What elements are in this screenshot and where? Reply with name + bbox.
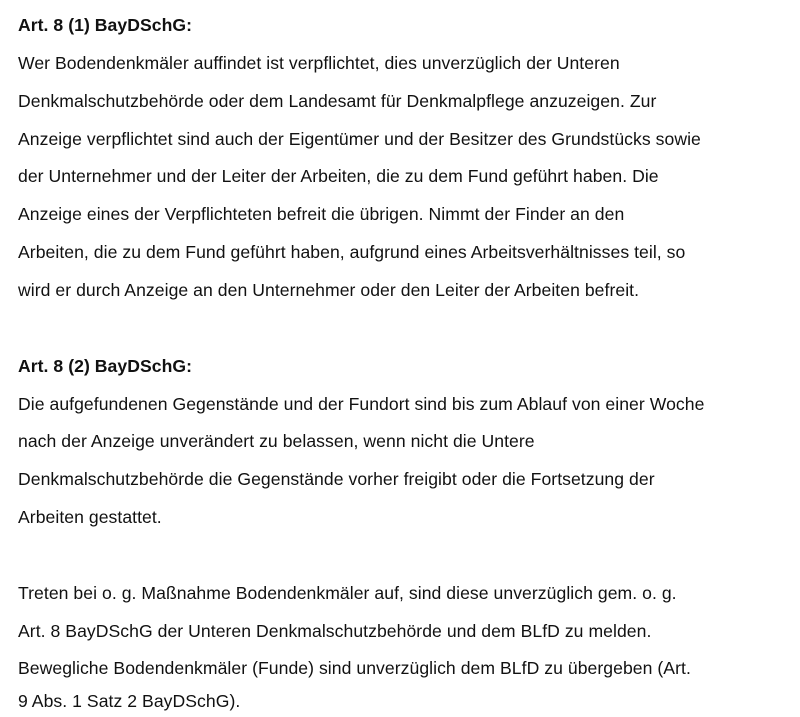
- paragraph-line: der Unternehmer und der Leiter der Arbeiten, die zu dem Fund geführt haben. Die: [18, 166, 659, 186]
- paragraph-line: Art. 8 BayDSchG der Unteren Denkmalschutzbehörde und dem BLfD zu melden.: [18, 621, 652, 641]
- paragraph-line: Denkmalschutzbehörde oder dem Landesamt für Denkmalpflege anzuzeigen. Zur: [18, 91, 657, 111]
- section-heading: Art. 8 (1) BayDSchG:: [18, 15, 193, 35]
- paragraph-line: Anzeige verpflichtet sind auch der Eigentümer und der Besitzer des Grundstücks sowie: [18, 129, 701, 149]
- paragraph-line: Denkmalschutzbehörde die Gegenstände vorher freigibt oder die Fortsetzung der: [18, 469, 655, 489]
- paragraph-line: wird er durch Anzeige an den Unternehmer oder den Leiter der Arbeiten befreit.: [18, 280, 640, 300]
- paragraph-line: 9 Abs. 1 Satz 2 BayDSchG).: [18, 691, 241, 711]
- paragraph-line: nach der Anzeige unverändert zu belassen, wenn nicht die Untere: [18, 431, 535, 451]
- paragraph-line: Arbeiten gestattet.: [18, 507, 162, 527]
- paragraph-line: Anzeige eines der Verpflichteten befreit die übrigen. Nimmt der Finder an den: [18, 204, 625, 224]
- paragraph-line: Die aufgefundenen Gegenstände und der Fundort sind bis zum Ablauf von einer Woche: [18, 394, 705, 414]
- paragraph-line: Bewegliche Bodendenkmäler (Funde) sind unverzüglich dem BLfD zu übergeben (Art.: [18, 658, 691, 678]
- paragraph-line: Wer Bodendenkmäler auffindet ist verpflichtet, dies unverzüglich der Unteren: [18, 53, 620, 73]
- paragraph-line: Treten bei o. g. Maßnahme Bodendenkmäler auf, sind diese unverzüglich gem. o. g.: [18, 583, 677, 603]
- section-heading: Art. 8 (2) BayDSchG:: [18, 356, 193, 376]
- paragraph-line: Arbeiten, die zu dem Fund geführt haben, aufgrund eines Arbeitsverhältnisses teil, so: [18, 242, 686, 262]
